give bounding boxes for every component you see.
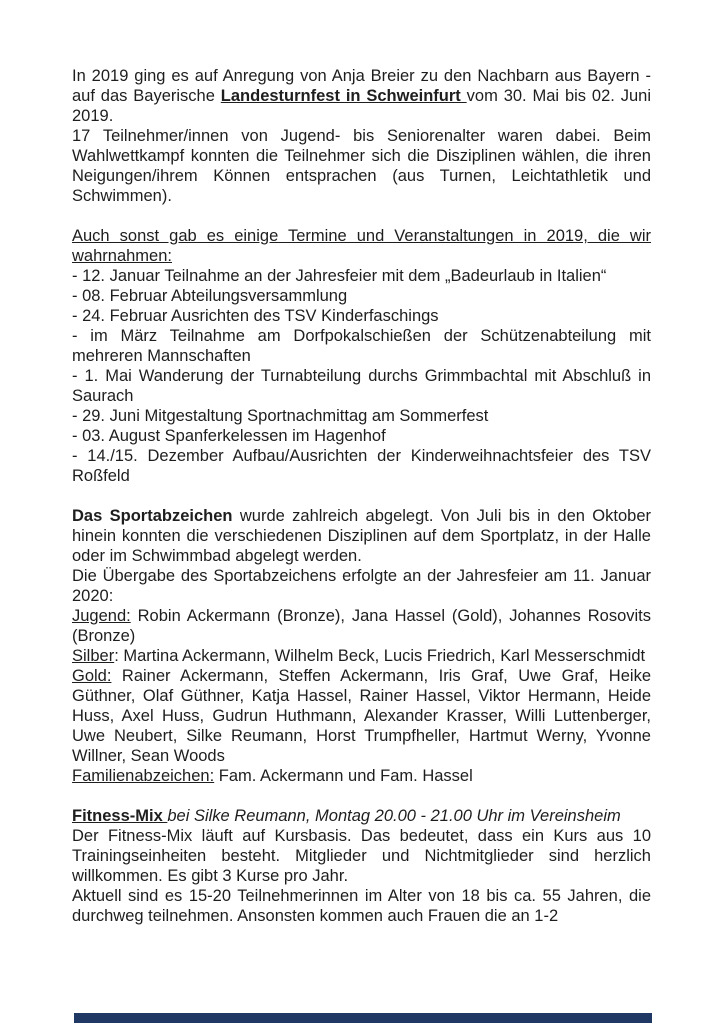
styled-text-run: Familienabzeichen: [72, 767, 215, 785]
text-run: Die Übergabe des Sportabzeichens erfolgte an der Jahresfeier am 11. Januar 2020: [72, 567, 651, 605]
styled-text-run: Landesturnfest in Schweinfurt [220, 87, 467, 105]
event-item-januar [72, 266, 651, 286]
text-run: Aktuell sind es 15-20 Teilnehmerinnen im Alter von 18 bis ca. 55 Jahren, die durchweg teilnehmen. Ansonsten kommen auch Frauen die an 1-2 [72, 887, 651, 925]
jugend-line [72, 606, 651, 646]
text-run: Der Fitness-Mix läuft auf Kursbasis. Das bedeutet, dass ein Kurs aus 10 Trainingseinheiten besteht. Mitglieder und Nichtmitglieder sind herzlich willkommen. Es gibt 3 Kurse pro Jahr. [72, 827, 651, 885]
styled-text-run: Gold: [72, 667, 112, 685]
styled-text-run: Fitness-Mix [72, 807, 168, 825]
sportabzeichen-paragraph [72, 506, 651, 566]
styled-text-run: Jugend: [72, 607, 131, 625]
event-item-dezember [72, 446, 651, 486]
events-heading [72, 226, 651, 266]
styled-text-run: bei Silke Reumann, Montag 20.00 - 21.00 Uhr im Vereinsheim [167, 807, 621, 825]
section-gap-1 [72, 206, 651, 226]
section-gap-3 [72, 786, 651, 806]
text-run: - 1. Mai Wanderung der Turnabteilung durchs Grimmbachtal mit Abschluß in Saurach [72, 367, 651, 405]
event-item-juni [72, 406, 651, 426]
event-item-maerz [72, 326, 651, 366]
intro-paragraph [72, 66, 651, 126]
event-item-februar-1 [72, 286, 651, 306]
text-run: - 12. Januar Teilnahme an der Jahresfeier mit dem „Badeurlaub in Italien“ [72, 267, 607, 285]
text-run: Fam. Ackermann und Fam. Hassel [214, 767, 473, 785]
text-run: Robin Ackermann (Bronze), Jana Hassel (Gold), Johannes Rosovits (Bronze) [72, 607, 651, 645]
clipped-photo-strip [74, 1013, 652, 1023]
event-item-februar-2 [72, 306, 651, 326]
teilnehmerinnen-paragraph [72, 886, 651, 926]
section-gap-2 [72, 486, 651, 506]
text-run: vom 30. Mai bis 02. Juni 2019. [72, 87, 651, 125]
text-run: - 08. Februar Abteilungsversammlung [72, 287, 348, 305]
text-run: Rainer Ackermann, Steffen Ackermann, Iris Graf, Uwe Graf, Heike Güthner, Olaf Güthner, Katja Hassel, Rainer Hassel, Viktor Hermann, Heide Huss, Axel Huss, Gudrun Huthmann, Alexander Krasser, Willi Luttenberger, Uwe Neubert, Silke Reumann, Horst Trumpfheller, Hartmut Werny, Yvonne Willner, Sean Woods [72, 667, 651, 765]
text-run: - im März Teilnahme am Dorfpokalschießen der Schützenabteilung mit mehreren Mannschaften [72, 327, 651, 365]
styled-text-run: Das Sportabzeichen [72, 507, 233, 525]
text-run: wurde zahlreich abgelegt. Von Juli bis in den Oktober hinein konnten die verschiedenen Disziplinen auf dem Sportplatz, in der Halle oder im Schwimmbad abgelegt werden. [72, 507, 651, 565]
gold-line [72, 666, 651, 766]
text-run: 17 Teilnehmer/innen von Jugend- bis Seniorenalter waren dabei. Beim Wahlwettkampf konnten die Teilnehmer sich die Disziplinen wählen, die ihren Neigungen/ihrem Können entsprachen (aus Turnen, Leichtathletik und Schwimmen). [72, 127, 651, 205]
text-run: - 29. Juni Mitgestaltung Sportnachmittag am Sommerfest [72, 407, 489, 425]
text-run: : Martina Ackermann, Wilhelm Beck, Lucis Friedrich, Karl Messerschmidt [114, 647, 646, 665]
event-item-mai [72, 366, 651, 406]
document-text-column [72, 66, 651, 926]
styled-text-run: Auch sonst gab es einige Termine und Veranstaltungen in 2019, die wir wahrnahmen: [72, 227, 651, 265]
styled-text-run: Silber [72, 647, 115, 665]
text-run: In 2019 ging es auf Anregung von Anja Breier zu den Nachbarn aus Bayern - auf das Bayerische [72, 67, 651, 105]
silber-line [72, 646, 651, 666]
kursbasis-paragraph [72, 826, 651, 886]
fitness-mix-heading [72, 806, 651, 826]
participants-paragraph [72, 126, 651, 206]
text-run: - 03. August Spanferkelessen im Hagenhof [72, 427, 386, 445]
text-run: - 24. Februar Ausrichten des TSV Kinderfaschings [72, 307, 439, 325]
text-run: - 14./15. Dezember Aufbau/Ausrichten der Kinderweihnachtsfeier des TSV Roßfeld [72, 447, 651, 485]
familienabzeichen-line [72, 766, 651, 786]
event-item-august [72, 426, 651, 446]
uebergabe-paragraph [72, 566, 651, 606]
